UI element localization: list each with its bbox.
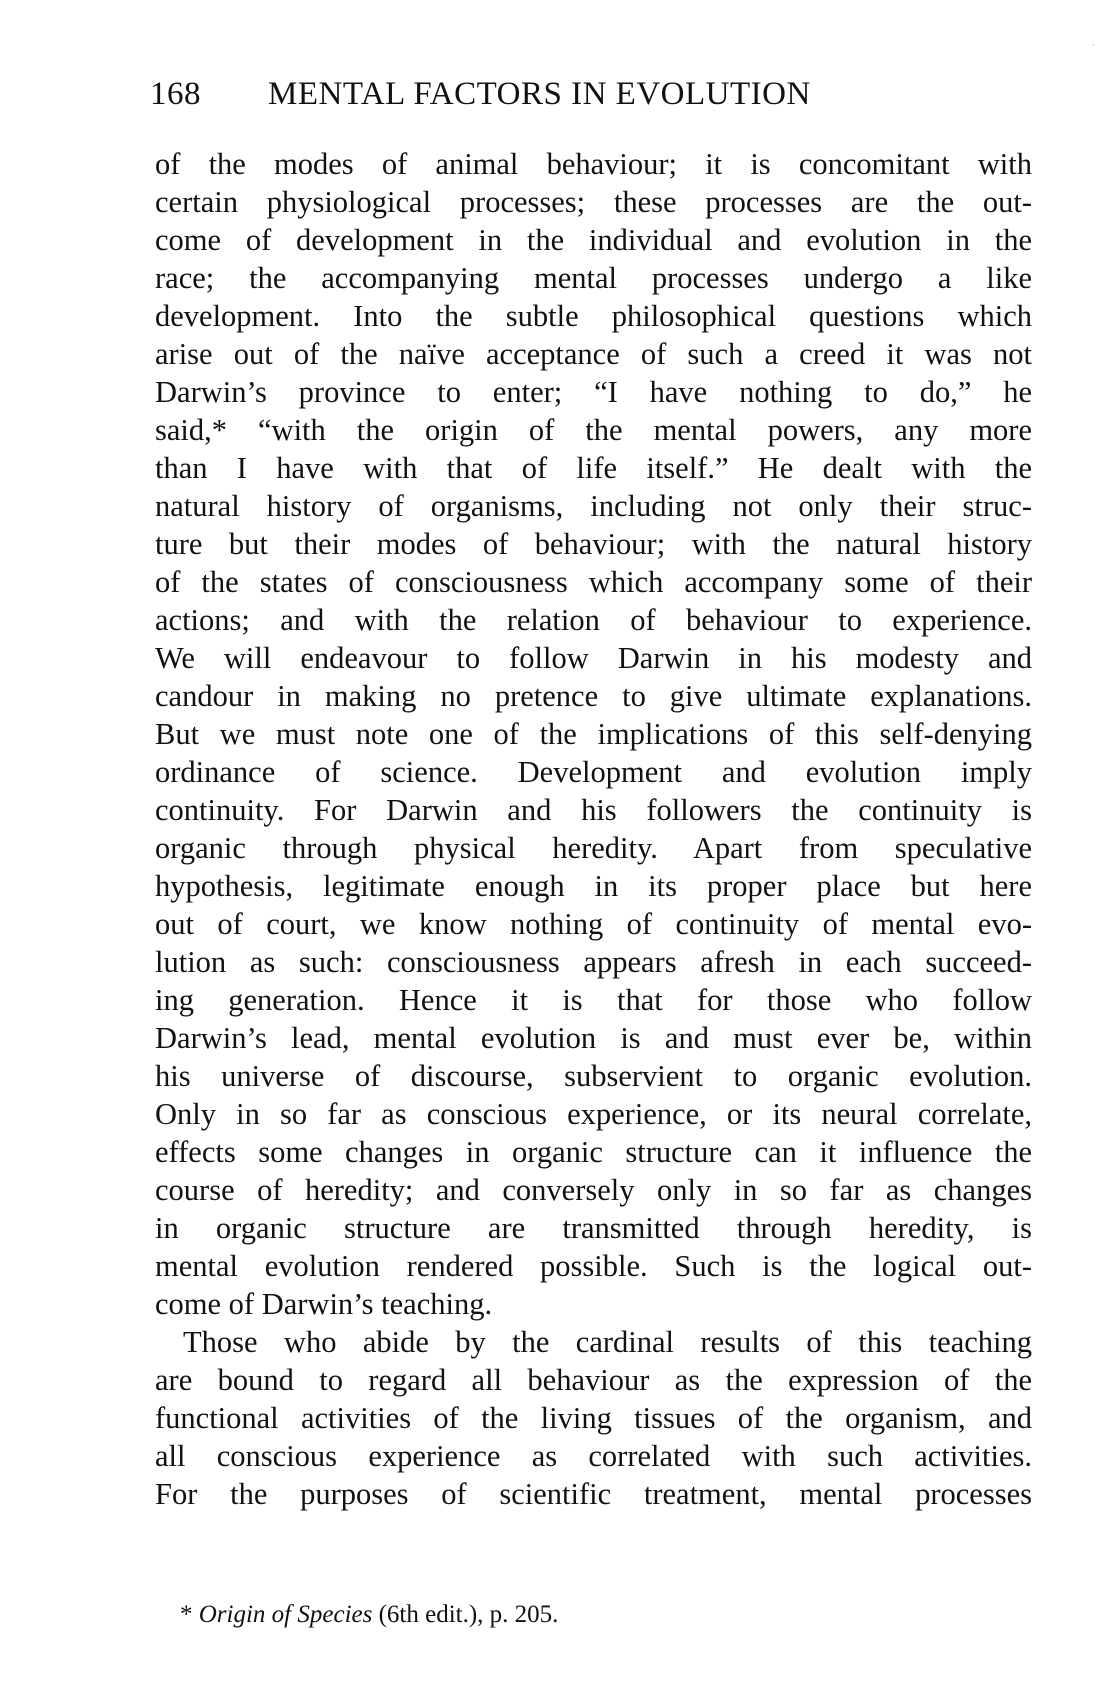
text-line: lution as such: consciousness appears afresh in each succeed- bbox=[155, 945, 1032, 979]
text-line: functional activities of the living tissues of the organism, and bbox=[155, 1401, 1032, 1435]
running-title: MENTAL FACTORS IN EVOLUTION bbox=[268, 76, 811, 112]
text-line: come of Darwin’s teaching. bbox=[155, 1287, 493, 1321]
text-line: development. Into the subtle philosophical questions which bbox=[155, 299, 1032, 333]
text-line: ordinance of science. Development and evolution imply bbox=[155, 755, 1032, 789]
text-line: of the modes of animal behaviour; it is concomitant with bbox=[155, 147, 1032, 181]
text-line: natural history of organisms, including not only their struc- bbox=[155, 489, 1032, 523]
scan-speck bbox=[1093, 44, 1094, 46]
text-line: in organic structure are transmitted through heredity, is bbox=[155, 1211, 1032, 1245]
text-line: arise out of the naïve acceptance of such a creed it was not bbox=[155, 337, 1032, 371]
text-line: ture but their modes of behaviour; with the natural history bbox=[155, 527, 1032, 561]
text-line: Those who abide by the cardinal results of this teaching bbox=[183, 1325, 1032, 1359]
text-line: said,* “with the origin of the mental powers, any more bbox=[155, 413, 1032, 447]
text-line: course of heredity; and conversely only in so far as changes bbox=[155, 1173, 1032, 1207]
footnote-reference: (6th edit.), p. 205. bbox=[378, 1601, 559, 1628]
text-line: continuity. For Darwin and his followers the continuity is bbox=[155, 793, 1032, 827]
text-line: out of court, we know nothing of continuity of mental evo- bbox=[155, 907, 1032, 941]
text-line: But we must note one of the implications of this self-denying bbox=[155, 717, 1032, 751]
text-line: his universe of discourse, subservient to organic evolution. bbox=[155, 1059, 1032, 1093]
footnote bbox=[180, 1598, 780, 1632]
text-line: come of development in the individual and evolution in the bbox=[155, 223, 1032, 257]
text-line: of the states of consciousness which accompany some of their bbox=[155, 565, 1032, 599]
text-line: Darwin’s province to enter; “I have nothing to do,” he bbox=[155, 375, 1032, 409]
footnote-marker: * bbox=[180, 1601, 193, 1628]
page-number: 168 bbox=[150, 76, 201, 112]
text-line: We will endeavour to follow Darwin in his modesty and bbox=[155, 641, 1032, 675]
text-line: effects some changes in organic structure can it influence the bbox=[155, 1135, 1032, 1169]
text-line: For the purposes of scientific treatment, mental processes bbox=[155, 1477, 1032, 1511]
text-line: than I have with that of life itself.” He dealt with the bbox=[155, 451, 1032, 485]
text-line: all conscious experience as correlated with such activities. bbox=[155, 1439, 1032, 1473]
text-line: ing generation. Hence it is that for those who follow bbox=[155, 983, 1032, 1017]
text-line: candour in making no pretence to give ultimate explanations. bbox=[155, 679, 1032, 713]
text-line: Darwin’s lead, mental evolution is and must ever be, within bbox=[155, 1021, 1032, 1055]
text-line: race; the accompanying mental processes undergo a like bbox=[155, 261, 1032, 295]
text-line: hypothesis, legitimate enough in its proper place but here bbox=[155, 869, 1032, 903]
text-line: certain physiological processes; these processes are the out- bbox=[155, 185, 1032, 219]
text-line: mental evolution rendered possible. Such is the logical out- bbox=[155, 1249, 1032, 1283]
running-head bbox=[150, 76, 1010, 126]
body-text bbox=[155, 145, 1032, 1513]
text-line: actions; and with the relation of behaviour to experience. bbox=[155, 603, 1032, 637]
text-line: organic through physical heredity. Apart from speculative bbox=[155, 831, 1032, 865]
footnote-title: Origin of Species bbox=[198, 1601, 373, 1628]
text-line: are bound to regard all behaviour as the expression of the bbox=[155, 1363, 1032, 1397]
text-line: Only in so far as conscious experience, or its neural correlate, bbox=[155, 1097, 1032, 1131]
